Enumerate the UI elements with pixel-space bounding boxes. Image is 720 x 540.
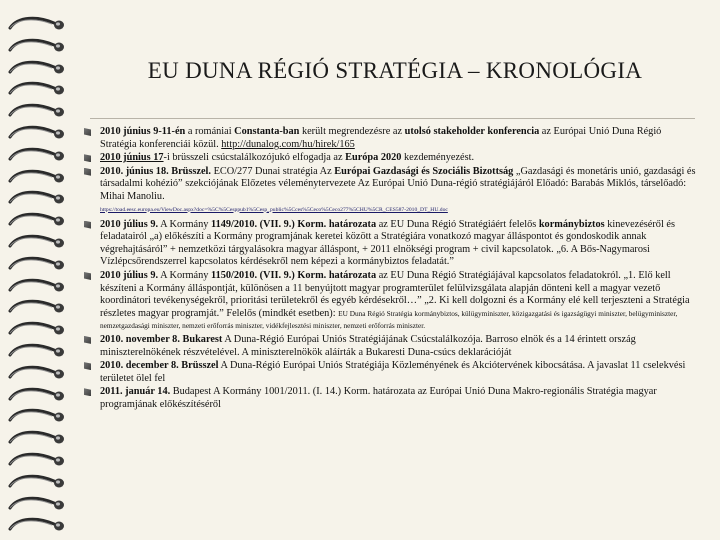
item-text xyxy=(100,152,698,165)
responsible-list: EU Duna Régió Stratégia kormánybiztos, külügyminiszter, közigazgatási és igazságügyi miniszter, belügyminiszter, nemzetgazdasági miniszter, nemzeti erőforrás miniszter, vidékfejlesztési miniszter, nemzeti erőforrás miniszter. xyxy=(100,308,678,331)
binding-ring-icon xyxy=(4,254,68,276)
item-text-part: kezdeményezést. xyxy=(401,152,475,164)
binding-ring-icon xyxy=(4,385,68,407)
item-text-part: A Duna-Régió Európai Uniós Stratégiája Közleményének és Akciótervének kibocsátása. A javaslat 11 cselekvési területet ölel fel xyxy=(100,360,686,384)
binding-ring-icon xyxy=(4,363,68,385)
dunalog-link[interactable]: http://dunalog.com/hu/hirek/165 xyxy=(221,138,355,150)
item-text xyxy=(100,334,698,359)
item-highlight: 1149/2010. (VII. 9.) Korm. határozata xyxy=(211,218,377,230)
bullet-icon xyxy=(84,154,91,162)
item-highlight: Európa 2020 xyxy=(345,152,402,164)
bullet-icon xyxy=(84,336,91,344)
bullet-icon xyxy=(84,272,91,280)
binding-ring-icon xyxy=(4,123,68,145)
item-text xyxy=(100,219,698,269)
item-date: 2010 július 9. xyxy=(100,269,159,281)
binding-ring-icon xyxy=(4,406,68,428)
item-text-part: ECO/277 Dunai stratégia Az xyxy=(211,165,335,177)
item-text xyxy=(100,270,698,333)
item-date: 2010 június 17 xyxy=(100,152,164,164)
item-text xyxy=(100,166,698,204)
binding-ring-icon xyxy=(4,188,68,210)
item-place: Bukarest xyxy=(179,333,223,345)
list-item xyxy=(100,219,698,269)
list-item xyxy=(100,270,698,333)
item-place: Constanta-ban xyxy=(234,126,300,137)
item-text-part: A Duna-Régió Európai Uniós Stratégiájának Csúcstalálkozója. Barroso elnök és a 14 érintett ország miniszterelnökének részvételével. A miniszterelnökök aláírták a Bukaresti Duna-csúcs deklarációját xyxy=(100,333,636,358)
item-text-part: -i brüsszeli csúcstalálkozójukó elfogadja az xyxy=(163,152,346,164)
item-text-part: került megrendezésre az xyxy=(299,126,405,137)
item-date: 2010. november 8. xyxy=(100,333,180,345)
item-highlight: utolsó stakeholder konferencia xyxy=(404,126,540,137)
item-text xyxy=(100,386,698,411)
binding-ring-icon xyxy=(4,167,68,189)
binding-ring-icon xyxy=(4,428,68,450)
eesc-document-link[interactable]: https://toad.eesc.europa.eu/ViewDoc.aspx?doc=%5C%5Cesppub1%5Cesp_public%5Cces%5Ceco%5Ceco277%5CHU%5CR_CES587-2010_DT_HU.doc xyxy=(100,206,448,213)
binding-ring-icon xyxy=(4,79,68,101)
bullet-icon xyxy=(84,221,91,229)
item-date: 2010 június 9-11-én xyxy=(100,126,186,137)
item-text-part: a romániai xyxy=(185,126,235,137)
bullet-icon xyxy=(84,128,91,136)
item-text-part: az EU Duna Régió Stratégiáért felelős xyxy=(376,218,539,230)
binding-ring-icon xyxy=(4,210,68,232)
binding-ring-icon xyxy=(4,319,68,341)
item-highlight: 1150/2010. (VII. 9.) Korm. határozata xyxy=(211,269,377,281)
binding-ring-icon xyxy=(4,145,68,167)
list-item xyxy=(100,360,698,385)
binding-ring-icon xyxy=(4,515,68,537)
binding-ring-icon xyxy=(4,232,68,254)
list-item xyxy=(100,386,698,411)
item-text-part: Budapest A Kormány 1001/2011. (I. 14.) Korm. határozata az Európai Unió Duna Makro-regionális Stratégia magyar programjának előkészítéséről xyxy=(100,386,657,410)
binding-ring-icon xyxy=(4,58,68,80)
list-item xyxy=(100,126,698,151)
item-text-part: A Kormány xyxy=(158,218,211,230)
binding-ring-icon xyxy=(4,276,68,298)
item-date: 2010 július 9. xyxy=(100,218,159,230)
binding-ring-icon xyxy=(4,14,68,36)
item-highlight: Európai Gazdasági és Szociális Bizottság xyxy=(334,165,514,177)
item-text-part: „Gazdasági és monetáris unió, gazdasági és társadalmi kohézió” szekciójának Előzetes véleménytervezete Az Európai Unió Duna-régió stratégiájáról Előadó: Barabás Miklós, társelőadó: Mihai Manoliu. xyxy=(100,165,696,202)
title-divider xyxy=(90,118,695,119)
binding-ring-icon xyxy=(4,36,68,58)
item-text-part: az Európai Unió Duna Régió Stratégia konferenciái közül. xyxy=(100,126,662,150)
list-item xyxy=(100,152,698,165)
bullet-icon xyxy=(84,168,91,176)
list-item xyxy=(100,334,698,359)
binding-ring-icon xyxy=(4,101,68,123)
binding-ring-icon xyxy=(4,494,68,516)
bullet-icon xyxy=(84,388,91,396)
binding-ring-icon xyxy=(4,297,68,319)
item-text-part: kinevezéséről és feladatairól „a) előkészíti a Kormány programjának keretei között a Stratégiára vonatkozó magyar álláspontot és gondoskodik annak végrehajtásáról” + nemzetközi tárgyalásokra magyar álláspont, + 2011 elnökségi program + civil kapcsolatok. „6. A Bős-Nagymarosi Vízlépcsőrendszerrel kapcsolatos kérdésekről nem képezi a kormánybiztos feladatát.” xyxy=(100,218,675,268)
bullet-icon xyxy=(84,362,91,370)
item-text xyxy=(100,360,698,385)
binding-ring-icon xyxy=(4,472,68,494)
item-text xyxy=(100,126,698,151)
item-date: 2010. december 8. Brüsszel xyxy=(100,360,219,372)
item-date: 2011. január 14. xyxy=(100,386,171,398)
chronology-list xyxy=(100,126,698,412)
item-highlight: kormánybiztos xyxy=(538,218,605,230)
slide-title: EU DUNA RÉGIÓ STRATÉGIA – KRONOLÓGIA xyxy=(147,58,643,83)
item-text-part: A Kormány xyxy=(158,269,211,281)
item-text-part: az EU Duna Régió Stratégiájával kapcsolatos feladatokról. „1. Elő kell készíteni a Kormány álláspontját, különösen a 11 benyújtott magyar programterület felülvizsgálata alapján dönteni kell a magyar vezető koordinátori tevékenységekről, prioritási területekről és egyéb kérdésekről…” „2. Ki kell dolgozni és a Kormány elé kell terjeszteni a Stratégia részletes magyar programját.” Felelős (mindkét esetben): xyxy=(100,269,690,319)
list-item xyxy=(100,166,698,215)
binding-ring-icon xyxy=(4,341,68,363)
item-date: 2010. június 18. Brüsszel. xyxy=(100,165,211,177)
spiral-binding xyxy=(0,0,70,540)
binding-ring-icon xyxy=(4,450,68,472)
